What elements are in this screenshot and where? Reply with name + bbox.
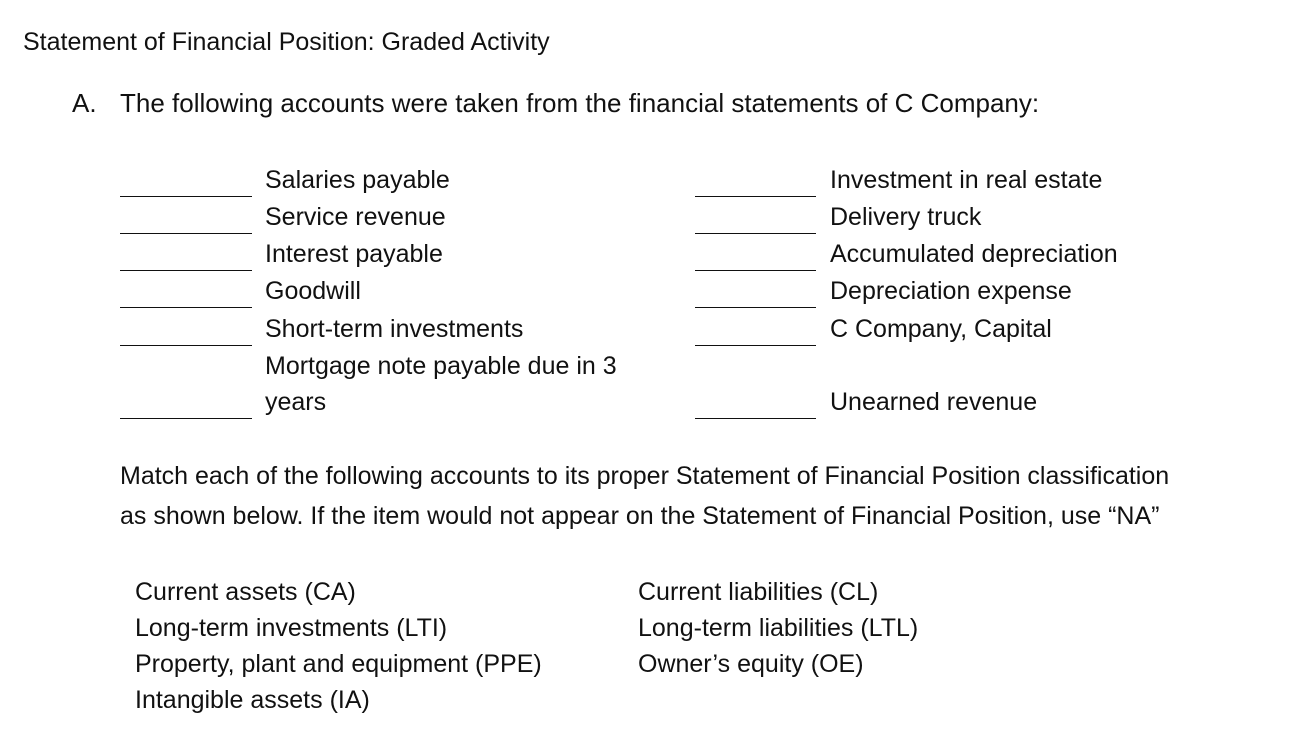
account-item: Investment in real estate xyxy=(830,166,1103,194)
part-letter: A. xyxy=(72,88,97,118)
instructions-line: Match each of the following accounts to its proper Statement of Financial Position classification xyxy=(120,462,1170,490)
account-item: years xyxy=(265,388,327,416)
answer-blank[interactable] xyxy=(695,270,816,271)
answer-blank[interactable] xyxy=(120,345,252,346)
account-item: C Company, Capital xyxy=(830,315,1052,343)
answer-blank[interactable] xyxy=(695,307,816,308)
answer-blank[interactable] xyxy=(120,233,252,234)
answer-blank[interactable] xyxy=(695,418,816,419)
account-item: Depreciation expense xyxy=(830,277,1072,305)
answer-blank[interactable] xyxy=(120,418,252,419)
account-item: Goodwill xyxy=(265,277,361,305)
classification-item: Intangible assets (IA) xyxy=(135,686,370,714)
account-item: Short-term investments xyxy=(265,315,524,343)
account-item: Service revenue xyxy=(265,203,446,231)
account-item: Salaries payable xyxy=(265,166,450,194)
classification-item: Long-term liabilities (LTL) xyxy=(638,614,919,642)
instructions-line: as shown below. If the item would not appear on the Statement of Financial Position, use “NA” xyxy=(120,502,1160,530)
answer-blank[interactable] xyxy=(120,307,252,308)
account-item: Unearned revenue xyxy=(830,388,1038,416)
account-item: Accumulated depreciation xyxy=(830,240,1118,268)
classification-item: Property, plant and equipment (PPE) xyxy=(135,650,542,678)
page-title: Statement of Financial Position: Graded Activity xyxy=(23,28,550,56)
answer-blank[interactable] xyxy=(695,196,816,197)
classification-item: Current assets (CA) xyxy=(135,578,356,606)
account-item: Delivery truck xyxy=(830,203,982,231)
classification-item: Long-term investments (LTI) xyxy=(135,614,448,642)
answer-blank[interactable] xyxy=(120,196,252,197)
part-intro: The following accounts were taken from the financial statements of C Company: xyxy=(120,88,1040,118)
answer-blank[interactable] xyxy=(120,270,252,271)
answer-blank[interactable] xyxy=(695,233,816,234)
answer-blank[interactable] xyxy=(695,345,816,346)
account-item: Interest payable xyxy=(265,240,443,268)
classification-item: Current liabilities (CL) xyxy=(638,578,879,606)
account-item: Mortgage note payable due in 3 xyxy=(265,352,617,380)
classification-item: Owner’s equity (OE) xyxy=(638,650,864,678)
